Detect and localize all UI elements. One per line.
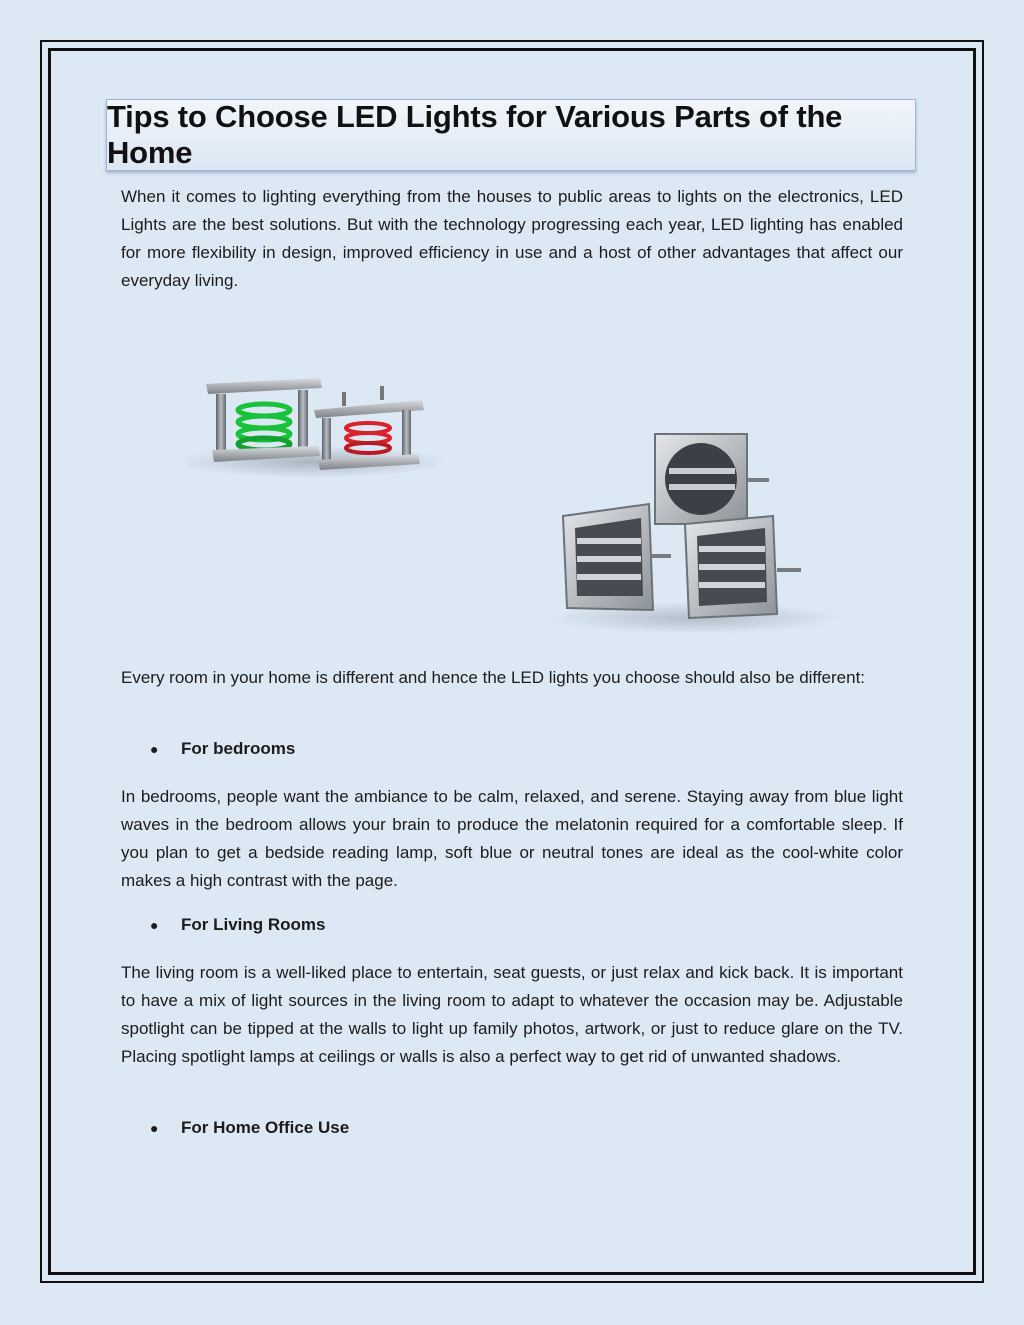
spring-isolators-image bbox=[172, 370, 442, 480]
page-title: Tips to Choose LED Lights for Various Parts of the Home bbox=[107, 99, 843, 170]
list-item-home-office bbox=[150, 1118, 349, 1138]
rooms-intro-paragraph: Every room in your home is different and hence the LED lights you choose should also be different: bbox=[121, 668, 866, 687]
living-rooms-paragraph: The living room is a well-liked place to entertain, seat guests, or just relax and kick back. It is important to have a mix of light sources in the living room to adapt to whatever the occasion may be. Adjustable spotlight can be tipped at the walls to light up family photos, artwork, or just to reduce glare on the TV. Placing spotlight lamps at ceilings or walls is also a perfect way to get rid of unwanted shadows. bbox=[121, 963, 903, 1066]
green-spring-isolator bbox=[206, 378, 322, 462]
rectangular-damper-right bbox=[685, 516, 801, 618]
round-damper bbox=[655, 434, 769, 524]
list-item-living-rooms bbox=[150, 915, 326, 935]
bullet-icon: ● bbox=[150, 741, 159, 757]
red-spring-isolator bbox=[314, 386, 424, 470]
bedrooms-paragraph: In bedrooms, people want the ambiance to be calm, relaxed, and serene. Staying away from blue light waves in the bedroom allows your brain to produce the melatonin required for a comfortable sleep. If you plan to get a bedside reading lamp, soft blue or neutral tones are ideal as the cool-white color makes a high contrast with the page. bbox=[121, 787, 903, 890]
section-heading: For bedrooms bbox=[181, 739, 296, 758]
bullet-icon: ● bbox=[150, 917, 159, 933]
section-heading: For Home Office Use bbox=[181, 1118, 350, 1137]
section-heading: For Living Rooms bbox=[181, 915, 326, 934]
intro-paragraph: When it comes to lighting everything from the houses to public areas to lights on the electronics, LED Lights are the best solutions. But with the technology progressing each year, LED lighting has enabled for more flexibility in design, improved efficiency in use and a host of other advantages that affect our everyday living. bbox=[121, 187, 903, 290]
title-banner bbox=[106, 99, 916, 171]
air-dampers-image bbox=[545, 428, 845, 638]
list-item-bedrooms bbox=[150, 739, 295, 759]
bullet-icon: ● bbox=[150, 1120, 159, 1136]
